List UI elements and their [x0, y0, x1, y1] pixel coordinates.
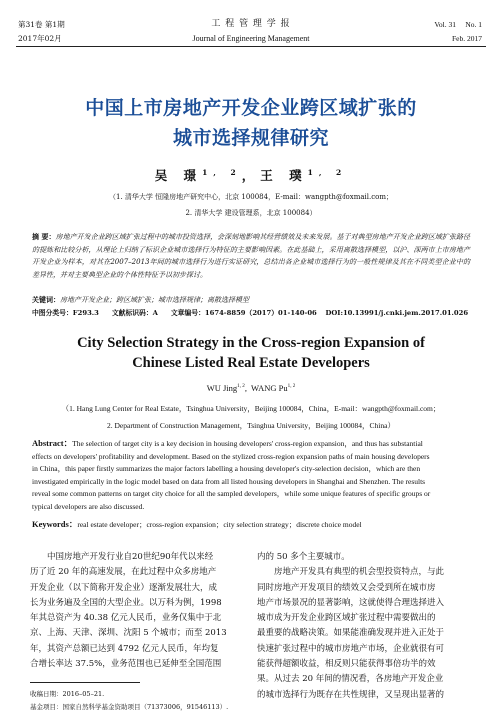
abstract-zh-text: 房地产开发企业跨区域扩张过程中的城市投资选择，会深刻地影响其经营绩效及未来发展。基于对典型房地产开发企业跨区域扩张路径的提炼和比较分析，从理论上归纳了标识企业城市选择行为特征的主要影响因素。在此基础上，采用离散选择模型，以沪、深两市上市房地产开发企业为样本，对其在2007–2013年间的城市选择行为进行实证研究，总结出各企业城市选择行为的一般性规律及其在不同类型企业中的差异性，并对主要典型企业的个体性特征予以初步探讨。	[32, 233, 471, 279]
body-left-line: 长为业务遍及全国的大型企业。以万科为例，1998	[30, 597, 222, 608]
body-left-line: 合增长率达 37.5%，业务范围也已延伸至全国范围	[30, 659, 222, 670]
authors-en	[0, 383, 502, 393]
affiliation-zh-2: 2. 清华大学 建设管理系，北京 100084）	[185, 209, 317, 217]
clc-number: 中图分类号：F293.3	[32, 309, 99, 317]
abstract-en-line: in China，this paper firstly summarizes the major factors labelling a housing developer's city-selection decision，which are then	[32, 464, 421, 473]
body-left-column	[30, 550, 246, 672]
author-en-2: WANG Pu	[251, 383, 288, 393]
body-right-line: 房地产开发具有典型的机会型投资特点，与此	[274, 567, 445, 578]
abstract-en-label: Abstract：	[32, 438, 73, 448]
classification-line	[32, 307, 472, 320]
title-zh-line-1: 中国上市房地产开发企业跨区域扩张的	[85, 97, 417, 119]
affiliation-zh-1: （1. 清华大学 恒隆房地产研究中心，北京 100084，E-mail：wangpth@foxmail.com；	[109, 193, 393, 201]
abstract-en-line: effects on developers' profitability and development. Based on the stylized cross-region expansion paths of main housing developers	[32, 451, 430, 461]
keywords-zh-text: 房地产开发企业；跨区域扩张；城市选择规律；离散选择模型	[60, 296, 249, 304]
abstract-zh-label: 摘 要：	[32, 232, 56, 241]
abstract-en-line: investigated empirically in the logic model based on data from all listed housing developers in Shanghai and Shenzhen. The results	[32, 476, 426, 486]
author-en-separator: ,	[244, 383, 252, 393]
journal-name-en: Journal of Engineering Management	[192, 34, 310, 43]
fund-project: 基金项目：国家自然科学基金资助项目（71373006，91546113）.	[30, 703, 229, 711]
body-right-line: 快速扩张过程中的城市房地产市场，企业就很有可	[257, 643, 445, 654]
abstract-en-line: typical developers are also discussed.	[32, 501, 145, 511]
abstract-en	[32, 437, 472, 513]
footnote-rule	[30, 682, 140, 683]
body-right-line: 能获得超额收益，相反则只能获得事倍功半的效	[257, 659, 436, 670]
body-left-line: 年，其资产总额已达到 4792 亿元人民币，年均复	[30, 643, 219, 654]
body-left-line: 京、上海、天津、深圳、沈阳 5 个城市；而至 2013	[30, 628, 227, 639]
article-number: 文章编号：1674-8859（2017）01-140-06	[170, 309, 317, 317]
body-right-line: 同时房地产开发项目的绩效又会受到所在城市房	[257, 582, 436, 593]
author-1-affil: 1, 2	[202, 167, 242, 177]
author-1: 吴 璟	[154, 168, 203, 183]
date-zh: 2017年02月	[18, 34, 62, 43]
vol-no: Vol. 31 No. 1	[434, 20, 482, 29]
body-right-line: 地产市场景况的显著影响，这就使得合理选择进入	[257, 597, 445, 608]
body-left-line: 开发企业（以下简称开发企业）逐渐发展壮大，成	[30, 582, 218, 593]
affiliation-en-2: 2. Department of Construction Management，Tsinghua University，Beijing 100084，China）	[107, 421, 395, 430]
date-en: Feb. 2017	[452, 34, 482, 43]
body-right-column	[257, 550, 473, 703]
authors-zh	[0, 166, 502, 184]
body-right-line: 内的 50 多个主要城市。	[257, 552, 350, 562]
abstract-zh	[32, 231, 470, 281]
author-en-2-affil: 1, 2	[287, 383, 296, 390]
footnote-received	[30, 689, 104, 699]
journal-name-zh: 工 程 管 理 学 报	[211, 19, 291, 29]
doi: DOI:10.13991/j.cnki.jem.2017.01.026	[325, 309, 469, 317]
body-right-line: 的城市选择行为既存在共性规律，又呈现出显著的	[257, 689, 445, 700]
document-code: 文献标识码：A	[111, 309, 158, 317]
author-2-affil: 1, 2	[307, 167, 348, 177]
abstract-en-line: The selection of target city is a key decision in housing developers' cross-region expansion，and thus has substantial	[72, 439, 423, 448]
keywords-en	[32, 518, 472, 532]
body-right-line: 最重要的战略决策。如果能准确发现并进入正处于	[257, 628, 445, 639]
body-left-line: 年其总资产为 40.38 亿元人民币，业务仅集中于北	[30, 613, 222, 624]
title-en-line-2: Chinese Listed Real Estate Developers	[132, 355, 370, 371]
keywords-en-label: Keywords：	[32, 519, 78, 529]
abstract-en-line: reveal some common patterns on target city choice for all the sampled developers，while some unique features of specific groups or	[32, 489, 431, 498]
header-rule	[16, 46, 486, 47]
received-date: 收稿日期：2016–05–21.	[30, 690, 105, 698]
title-zh-line-2: 城市选择规律研究	[172, 127, 329, 149]
author-en-1-affil: 1, 2	[237, 383, 245, 390]
body-right-line: 城市成为开发企业跨区域扩张过程中需要做出的	[257, 613, 436, 624]
body-left-line: 历了近 20 年的高速发展，在此过程中众多房地产	[30, 567, 217, 578]
keywords-en-text: real estate developer；cross-region expansion；city selection strategy；discrete choice model	[77, 520, 362, 529]
affiliation-en-1: （1. Hang Lung Center for Real Estate，Tsinghua University，Beijing 100084，China，E-mail：wangpth@foxmail.com；	[61, 404, 441, 413]
author-separator: ，	[241, 168, 261, 183]
author-en-1: WU Jing	[206, 383, 238, 393]
volume-issue: 第31卷 第1期	[18, 20, 65, 29]
keywords-zh-label: 关键词：	[32, 295, 60, 304]
footnote-fund	[30, 702, 228, 712]
keywords-zh	[32, 294, 470, 307]
body-right-line: 果。从过去 20 年间的情况看，各房地产开发企业	[257, 674, 444, 685]
title-en-line-1: City Selection Strategy in the Cross-region Expansion of	[77, 335, 425, 351]
author-2: 王 璞	[260, 168, 308, 183]
body-left-line: 中国房地产开发行业自20世纪90年代以来经	[47, 552, 214, 562]
